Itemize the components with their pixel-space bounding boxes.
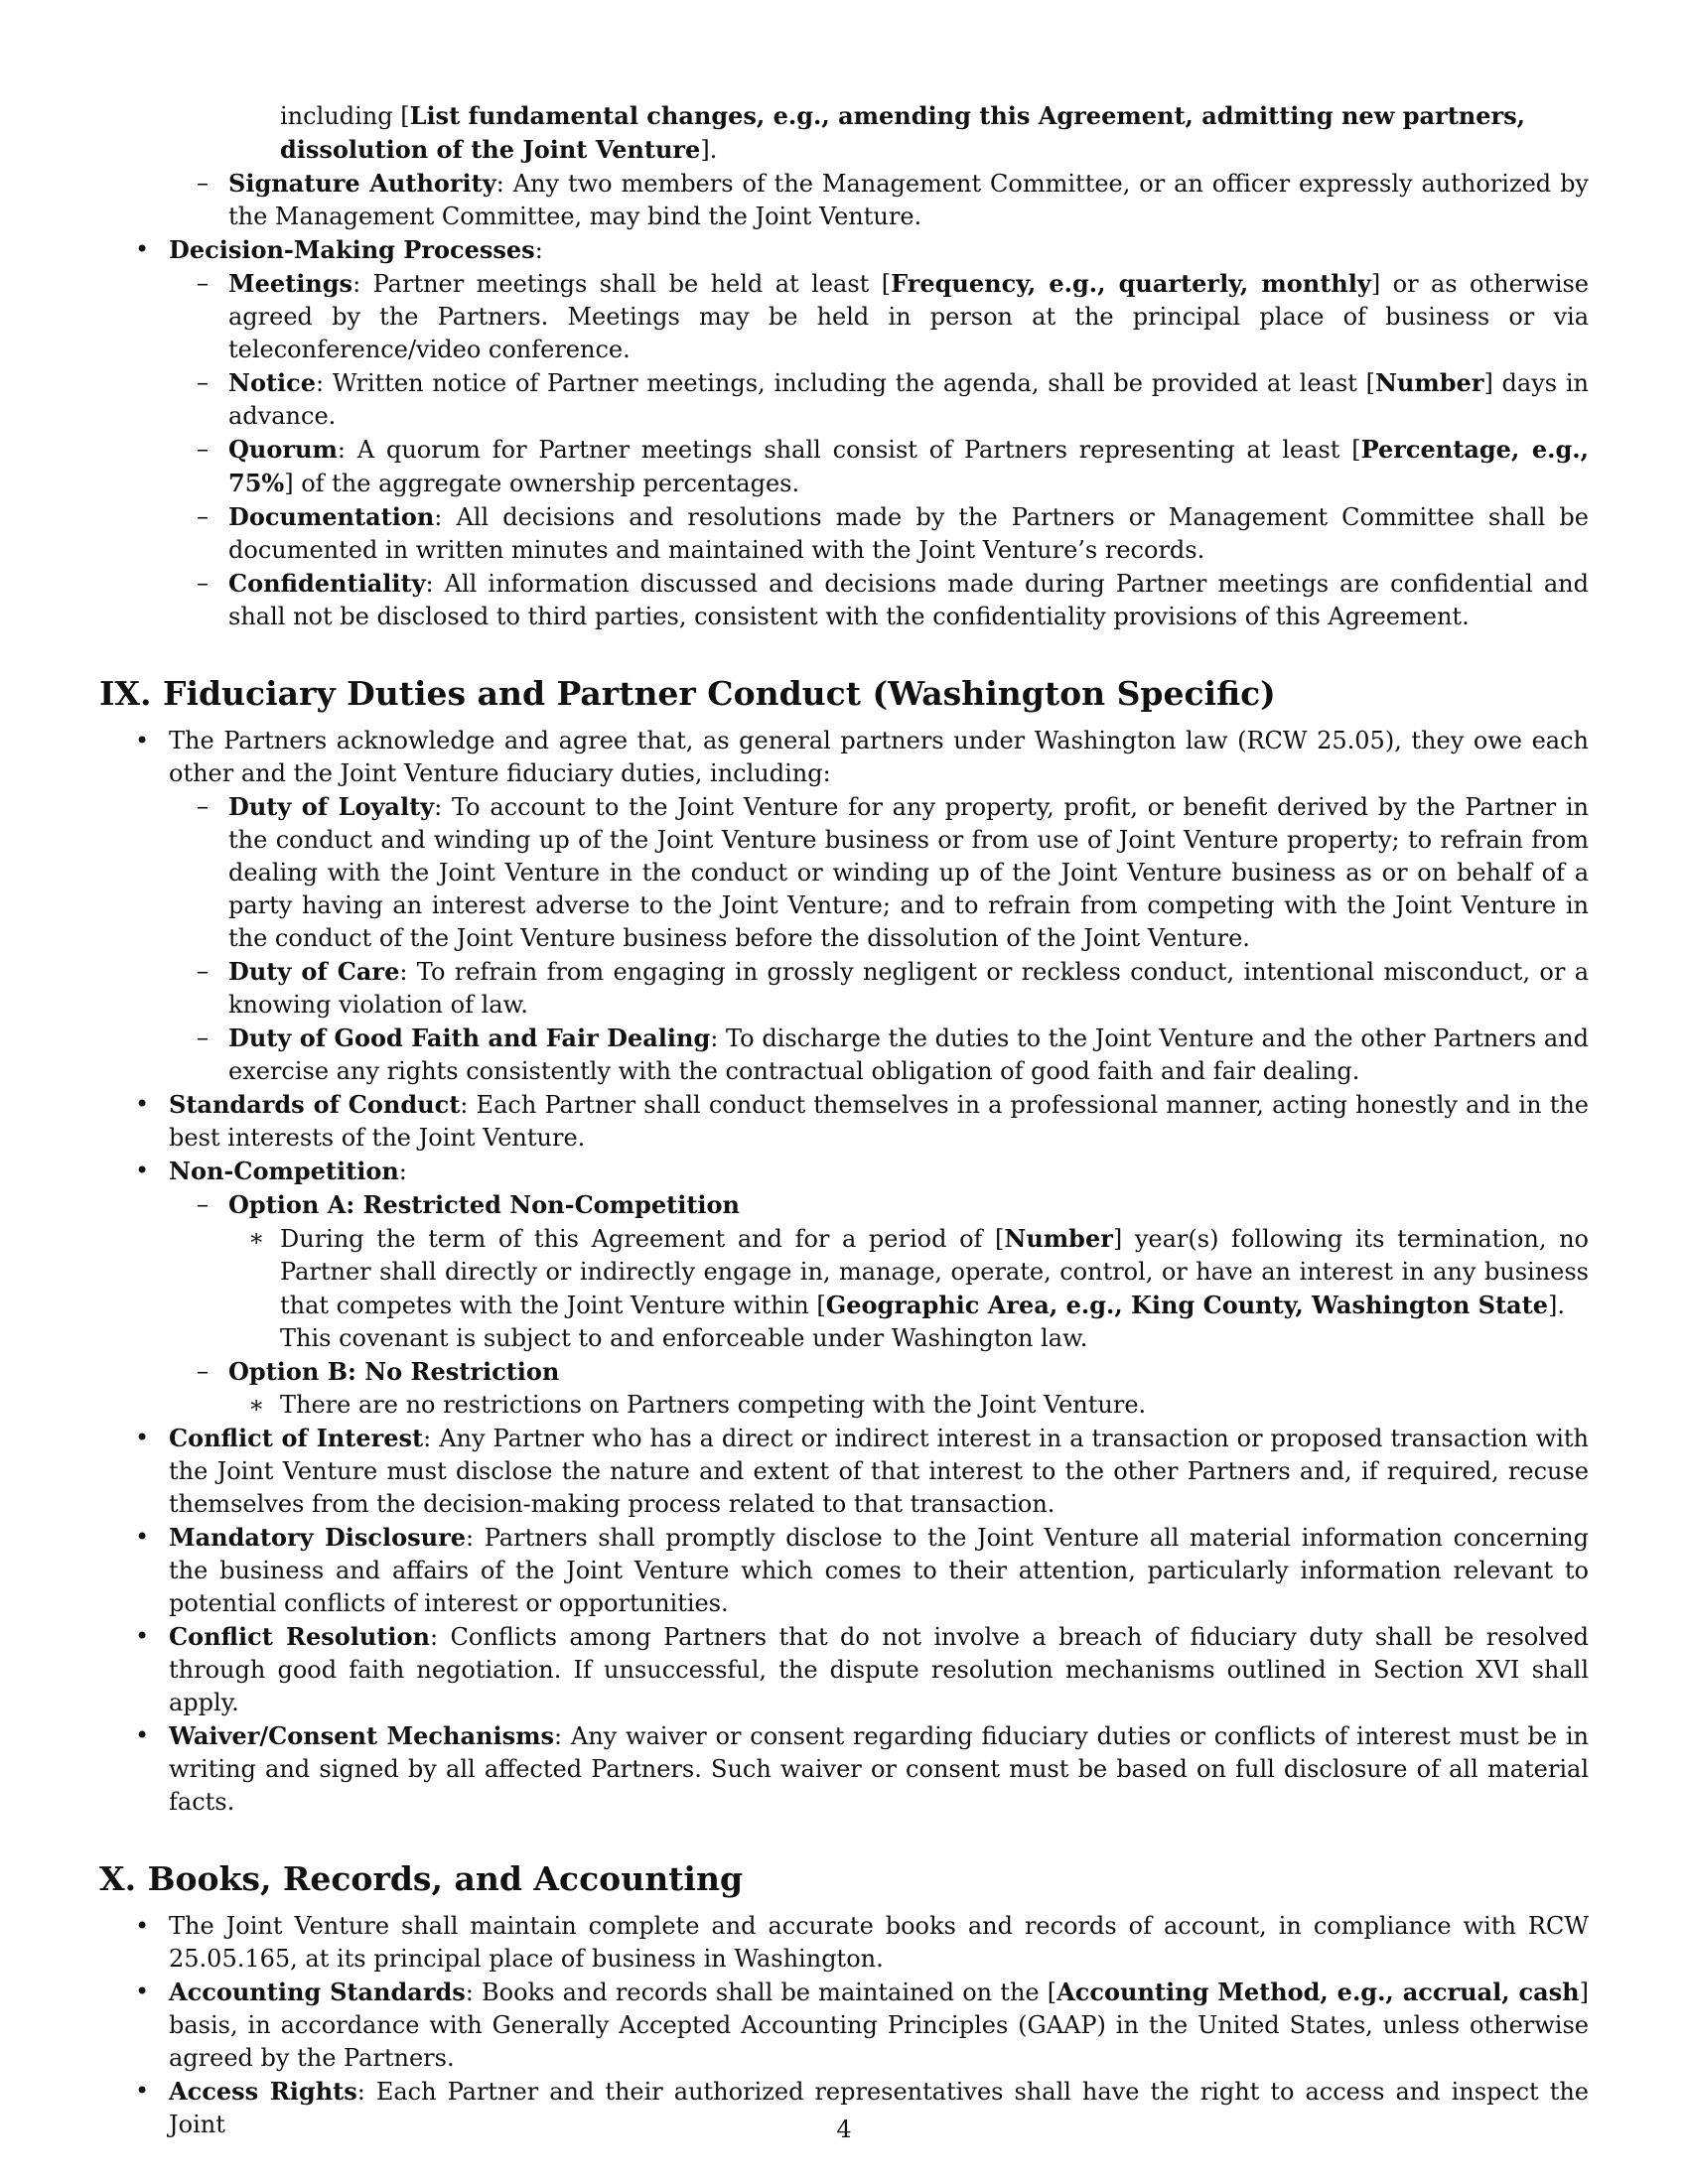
fundamental-changes-continuation: including [List fundamental changes, e.g., amending this Agreement, admitting new partners, dissolution of the Joint Venture]. bbox=[280, 101, 1526, 164]
section-x-heading: X. Books, Records, and Accounting bbox=[99, 1859, 744, 1898]
conflict-resolution-item: • Conflict Resolution: Conflicts among Partners that do not involve a breach of fiduciary duty shall be resolved through good faith negotiation. If unsuccessful, the dispute resolution mechanisms outlined in Section XVI shall apply. bbox=[135, 1622, 1590, 1716]
duty-of-care-item: – Duty of Care: To refrain from engaging in grossly negligent or reckless conduct, intentional misconduct, or a knowing violation of law. bbox=[197, 957, 1590, 1019]
non-competition-item: • Non-Competition: bbox=[135, 1157, 407, 1185]
option-a-detail-item: ∗ During the term of this Agreement and for a period of [Number] year(s) following its termination, no Partner shall directly or indirectly engage in, manage, operate, control, or have an interest in any business that competes with the Joint Venture within [Geographic Area, e.g., King County, Washington State]. bbox=[248, 1224, 1590, 1319]
option-b-detail-item: ∗ There are no restrictions on Partners competing with the Joint Venture. bbox=[248, 1391, 1147, 1419]
option-b-item: – Option B: No Restriction bbox=[197, 1357, 560, 1386]
option-a-detail-continuation: This covenant is subject to and enforceable under Washington law. bbox=[280, 1324, 1088, 1352]
conflict-of-interest-item: • Conflict of Interest: Any Partner who has a direct or indirect interest in a transaction or proposed transaction with the Joint Venture must disclose the nature and extent of that interest to the other Partners and, if required, recuse themselves from the decision-making process related to that transaction. bbox=[135, 1424, 1589, 1518]
page-number: 4 bbox=[836, 2116, 852, 2143]
waiver-consent-item: • Waiver/Consent Mechanisms: Any waiver or consent regarding fiduciary duties or conflicts of interest must be in writing and signed by all affected Partners. Such waiver or consent must be based on full disclosure of all material facts. bbox=[135, 1721, 1589, 1816]
confidentiality-item: – Confidentiality: All information discussed and decisions made during Partner meetings are confidential and shall not be disclosed to third parties, consistent with the confidentiality provisions of this Agreement. bbox=[197, 569, 1589, 630]
decision-making-item: • Decision-Making Processes: bbox=[135, 235, 543, 264]
section-ix-heading: IX. Fiduciary Duties and Partner Conduct (Washington Specific) bbox=[99, 674, 1276, 713]
meetings-item: – Meetings: Partner meetings shall be held at least [Frequency, e.g., quarterly, monthly] or as otherwise agreed by the Partners. Meetings may be held in person at the principal place of business or via teleconference/video conference. bbox=[197, 269, 1590, 363]
standards-of-conduct-item: • Standards of Conduct: Each Partner shall conduct themselves in a professional manner, acting honestly and in the best interests of the Joint Venture. bbox=[135, 1090, 1589, 1152]
fiduciary-intro-item: • The Partners acknowledge and agree that, as general partners under Washington law (RCW 25.05), they owe each other and the Joint Venture fiduciary duties, including: bbox=[135, 727, 1589, 787]
duty-of-loyalty-item: – Duty of Loyalty: To account to the Joint Venture for any property, profit, or benefit derived by the Partner in the conduct and winding up of the Joint Venture business or from use of Joint Venture property; to refrain from dealing with the Joint Venture in the conduct or winding up of the Joint Venture business as or on behalf of a party having an interest adverse to the Joint Venture; and to refrain from competing with the Joint Venture in the conduct of the Joint Venture business before the dissolution of the Joint Venture. bbox=[197, 792, 1589, 952]
access-rights-item: • Access Rights: Each Partner and their authorized representatives shall have the right to access and inspect the Joint bbox=[135, 2077, 1589, 2138]
mandatory-disclosure-item: • Mandatory Disclosure: Partners shall promptly disclose to the Joint Venture all material information concerning the business and affairs of the Joint Venture which comes to their attention, particularly information relevant to potential conflicts of interest or opportunities. bbox=[135, 1523, 1589, 1617]
notice-item: – Notice: Written notice of Partner meetings, including the agenda, shall be provided at least [Number] days in advance. bbox=[197, 368, 1589, 430]
document-page bbox=[99, 99, 1590, 2138]
documentation-item: – Documentation: All decisions and resolutions made by the Partners or Management Committee shall be documented in written minutes and maintained with the Joint Venture’s records. bbox=[197, 502, 1589, 564]
accounting-standards-item: • Accounting Standards: Books and records shall be maintained on the [Accounting Method, e.g., accrual, cash] basis, in accordance with Generally Accepted Accounting Principles (GAAP) in the United States, unless otherwise agreed by the Partners. bbox=[135, 1978, 1589, 2072]
duty-of-good-faith-item: – Duty of Good Faith and Fair Dealing: To discharge the duties to the Joint Venture and the other Partners and exercise any rights consistently with the contractual obligation of good faith and fair dealing. bbox=[197, 1024, 1590, 1085]
books-records-intro-item: • The Joint Venture shall maintain complete and accurate books and records of account, in compliance with RCW 25.05.165, at its principal place of business in Washington. bbox=[135, 1912, 1589, 1973]
signature-authority-item: – Signature Authority: Any two members of the Management Committee, or an officer expressly authorized by the Management Committee, may bind the Joint Venture. bbox=[197, 169, 1589, 230]
option-a-item: – Option A: Restricted Non-Competition bbox=[197, 1190, 740, 1219]
quorum-item: – Quorum: A quorum for Partner meetings shall consist of Partners representing at least [Percentage, e.g., 75%] of the aggregate ownership percentages. bbox=[197, 435, 1589, 497]
